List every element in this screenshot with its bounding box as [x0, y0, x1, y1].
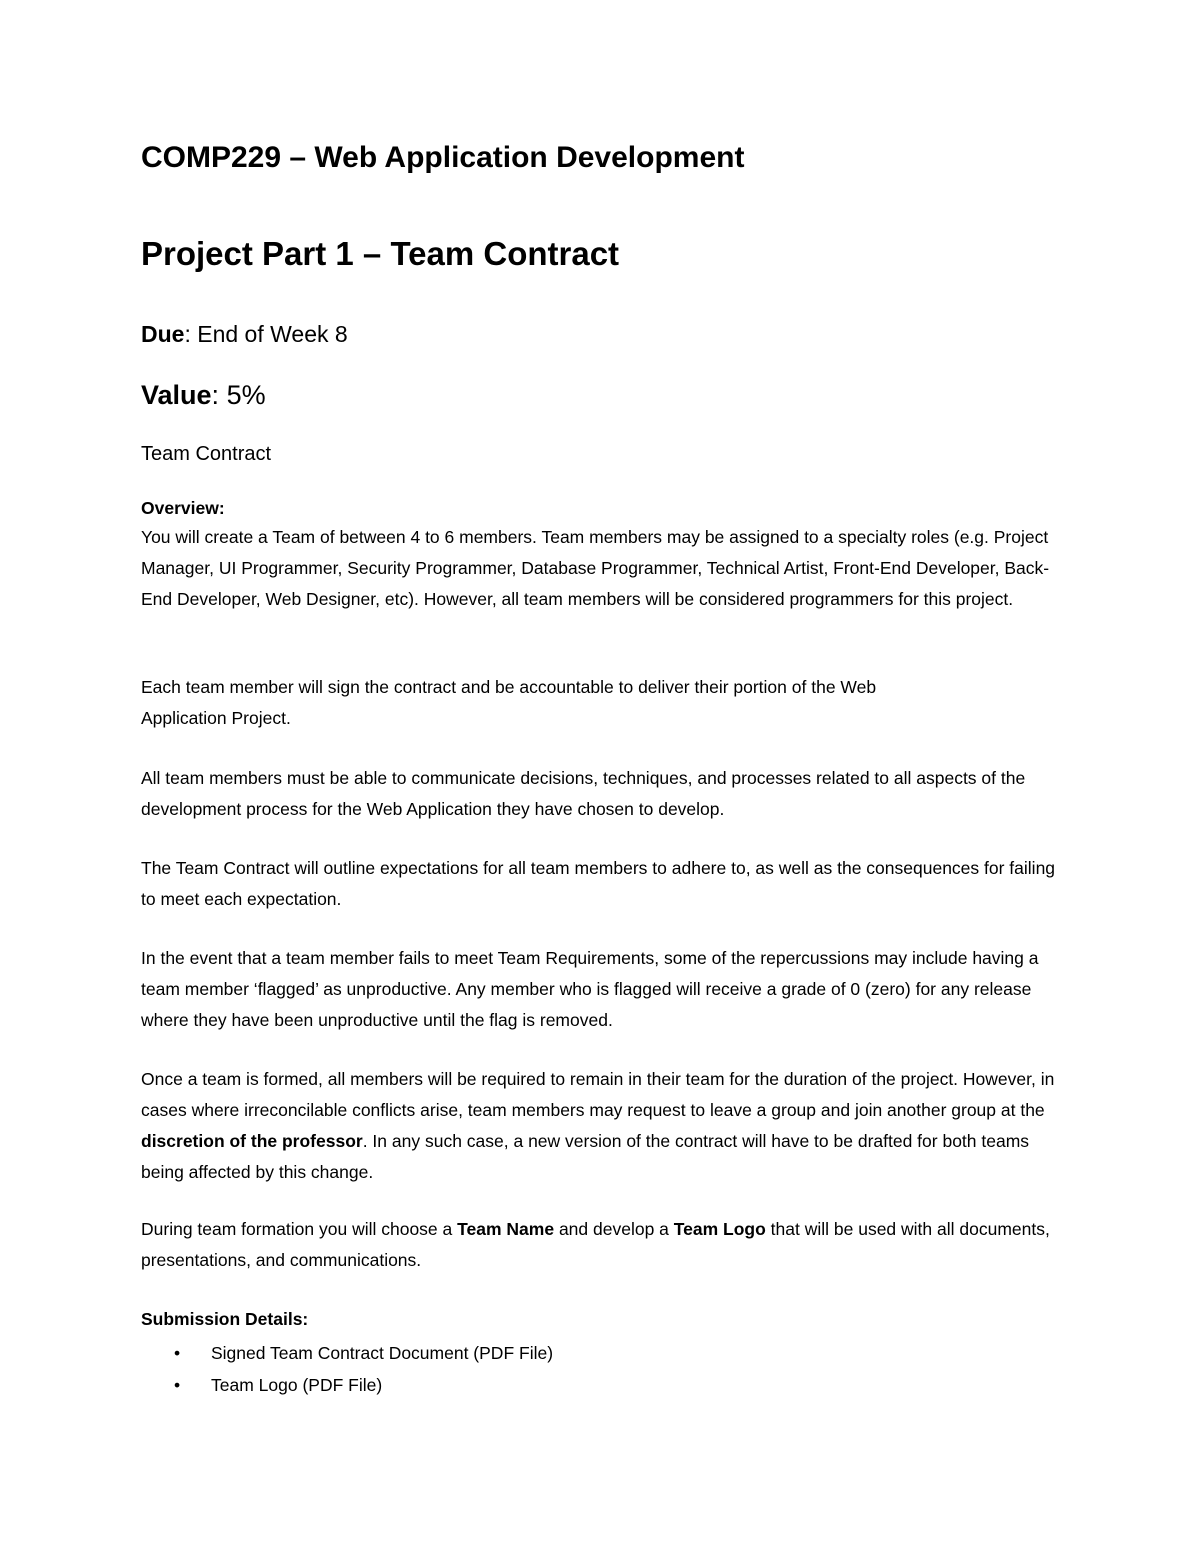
value-separator: : — [211, 380, 227, 410]
submission-item-text: Signed Team Contract Document (PDF File) — [211, 1343, 554, 1363]
submission-label: Submission Details: — [141, 1309, 309, 1329]
submission-list — [141, 1337, 553, 1401]
paragraph-repercussions: In the event that a team member fails to meet Team Requirements, some of the repercussions may include having a team member ‘flagged’ as unproductive. Any member who is flagged will receive a grade of 0 (zero) for any release where they have been unproductive until the flag is removed. — [141, 948, 1039, 1030]
paragraph-team-changes-part1: Once a team is formed, all members will be required to remain in their team for the duration of the project. However, in cases where irreconcilable conflicts arise, team members may request to leave a group and join another group at the — [141, 1069, 1055, 1120]
paragraph-team-changes — [141, 1064, 1056, 1188]
due-separator: : — [184, 321, 198, 347]
document-heading: Team Contract — [141, 443, 272, 465]
value-amount: 5% — [226, 380, 266, 410]
list-item — [141, 1337, 553, 1369]
due-label: Due — [141, 321, 185, 347]
team-logo-emphasis: Team Logo — [673, 1219, 766, 1239]
value-label: Value — [141, 380, 212, 410]
bullet-icon: • — [174, 1343, 181, 1363]
discretion-emphasis: discretion of the professor — [141, 1131, 363, 1151]
project-title: Project Part 1 – Team Contract — [141, 235, 620, 272]
paragraph-communication: All team members must be able to communicate decisions, techniques, and processes related to all aspects of the development process for the Web Application they have chosen to develop. — [141, 768, 1026, 819]
paragraph-team-branding-part3: that will be used with all documents, presentations, and communications. — [141, 1219, 1050, 1270]
bullet-icon: • — [174, 1375, 181, 1395]
due-line — [141, 321, 348, 348]
paragraph-team-size: You will create a Team of between 4 to 6 members. Team members may be assigned to a specialty roles (e.g. Project Manager, UI Programmer, Security Programmer, Database Programmer, Technical Artist, Front-End Developer, Back-End Developer, Web Designer, etc). However, all team members will be considered programmers for this project. — [141, 527, 1050, 609]
paragraph-expectations: The Team Contract will outline expectations for all team members to adhere to, as well as the consequences for failing to meet each expectation. — [141, 858, 1056, 909]
paragraph-sign-contract: Each team member will sign the contract and be accountable to deliver their portion of the Web Application Project. — [141, 677, 877, 728]
team-name-emphasis: Team Name — [457, 1219, 555, 1239]
paragraph-team-branding-part2: and develop a — [554, 1219, 674, 1239]
course-title: COMP229 – Web Application Development — [141, 141, 745, 174]
paragraph-team-changes-part2: . In any such case, a new version of the contract will have to be drafted for both teams being affected by this change. — [141, 1131, 1030, 1182]
due-value: End of Week 8 — [197, 321, 348, 347]
overview-label: Overview: — [141, 498, 225, 518]
paragraph-team-branding — [141, 1214, 1056, 1276]
submission-item-text: Team Logo (PDF File) — [211, 1375, 383, 1395]
list-item — [141, 1369, 553, 1401]
value-line — [141, 380, 266, 411]
paragraph-team-branding-part1: During team formation you will choose a — [141, 1219, 458, 1239]
